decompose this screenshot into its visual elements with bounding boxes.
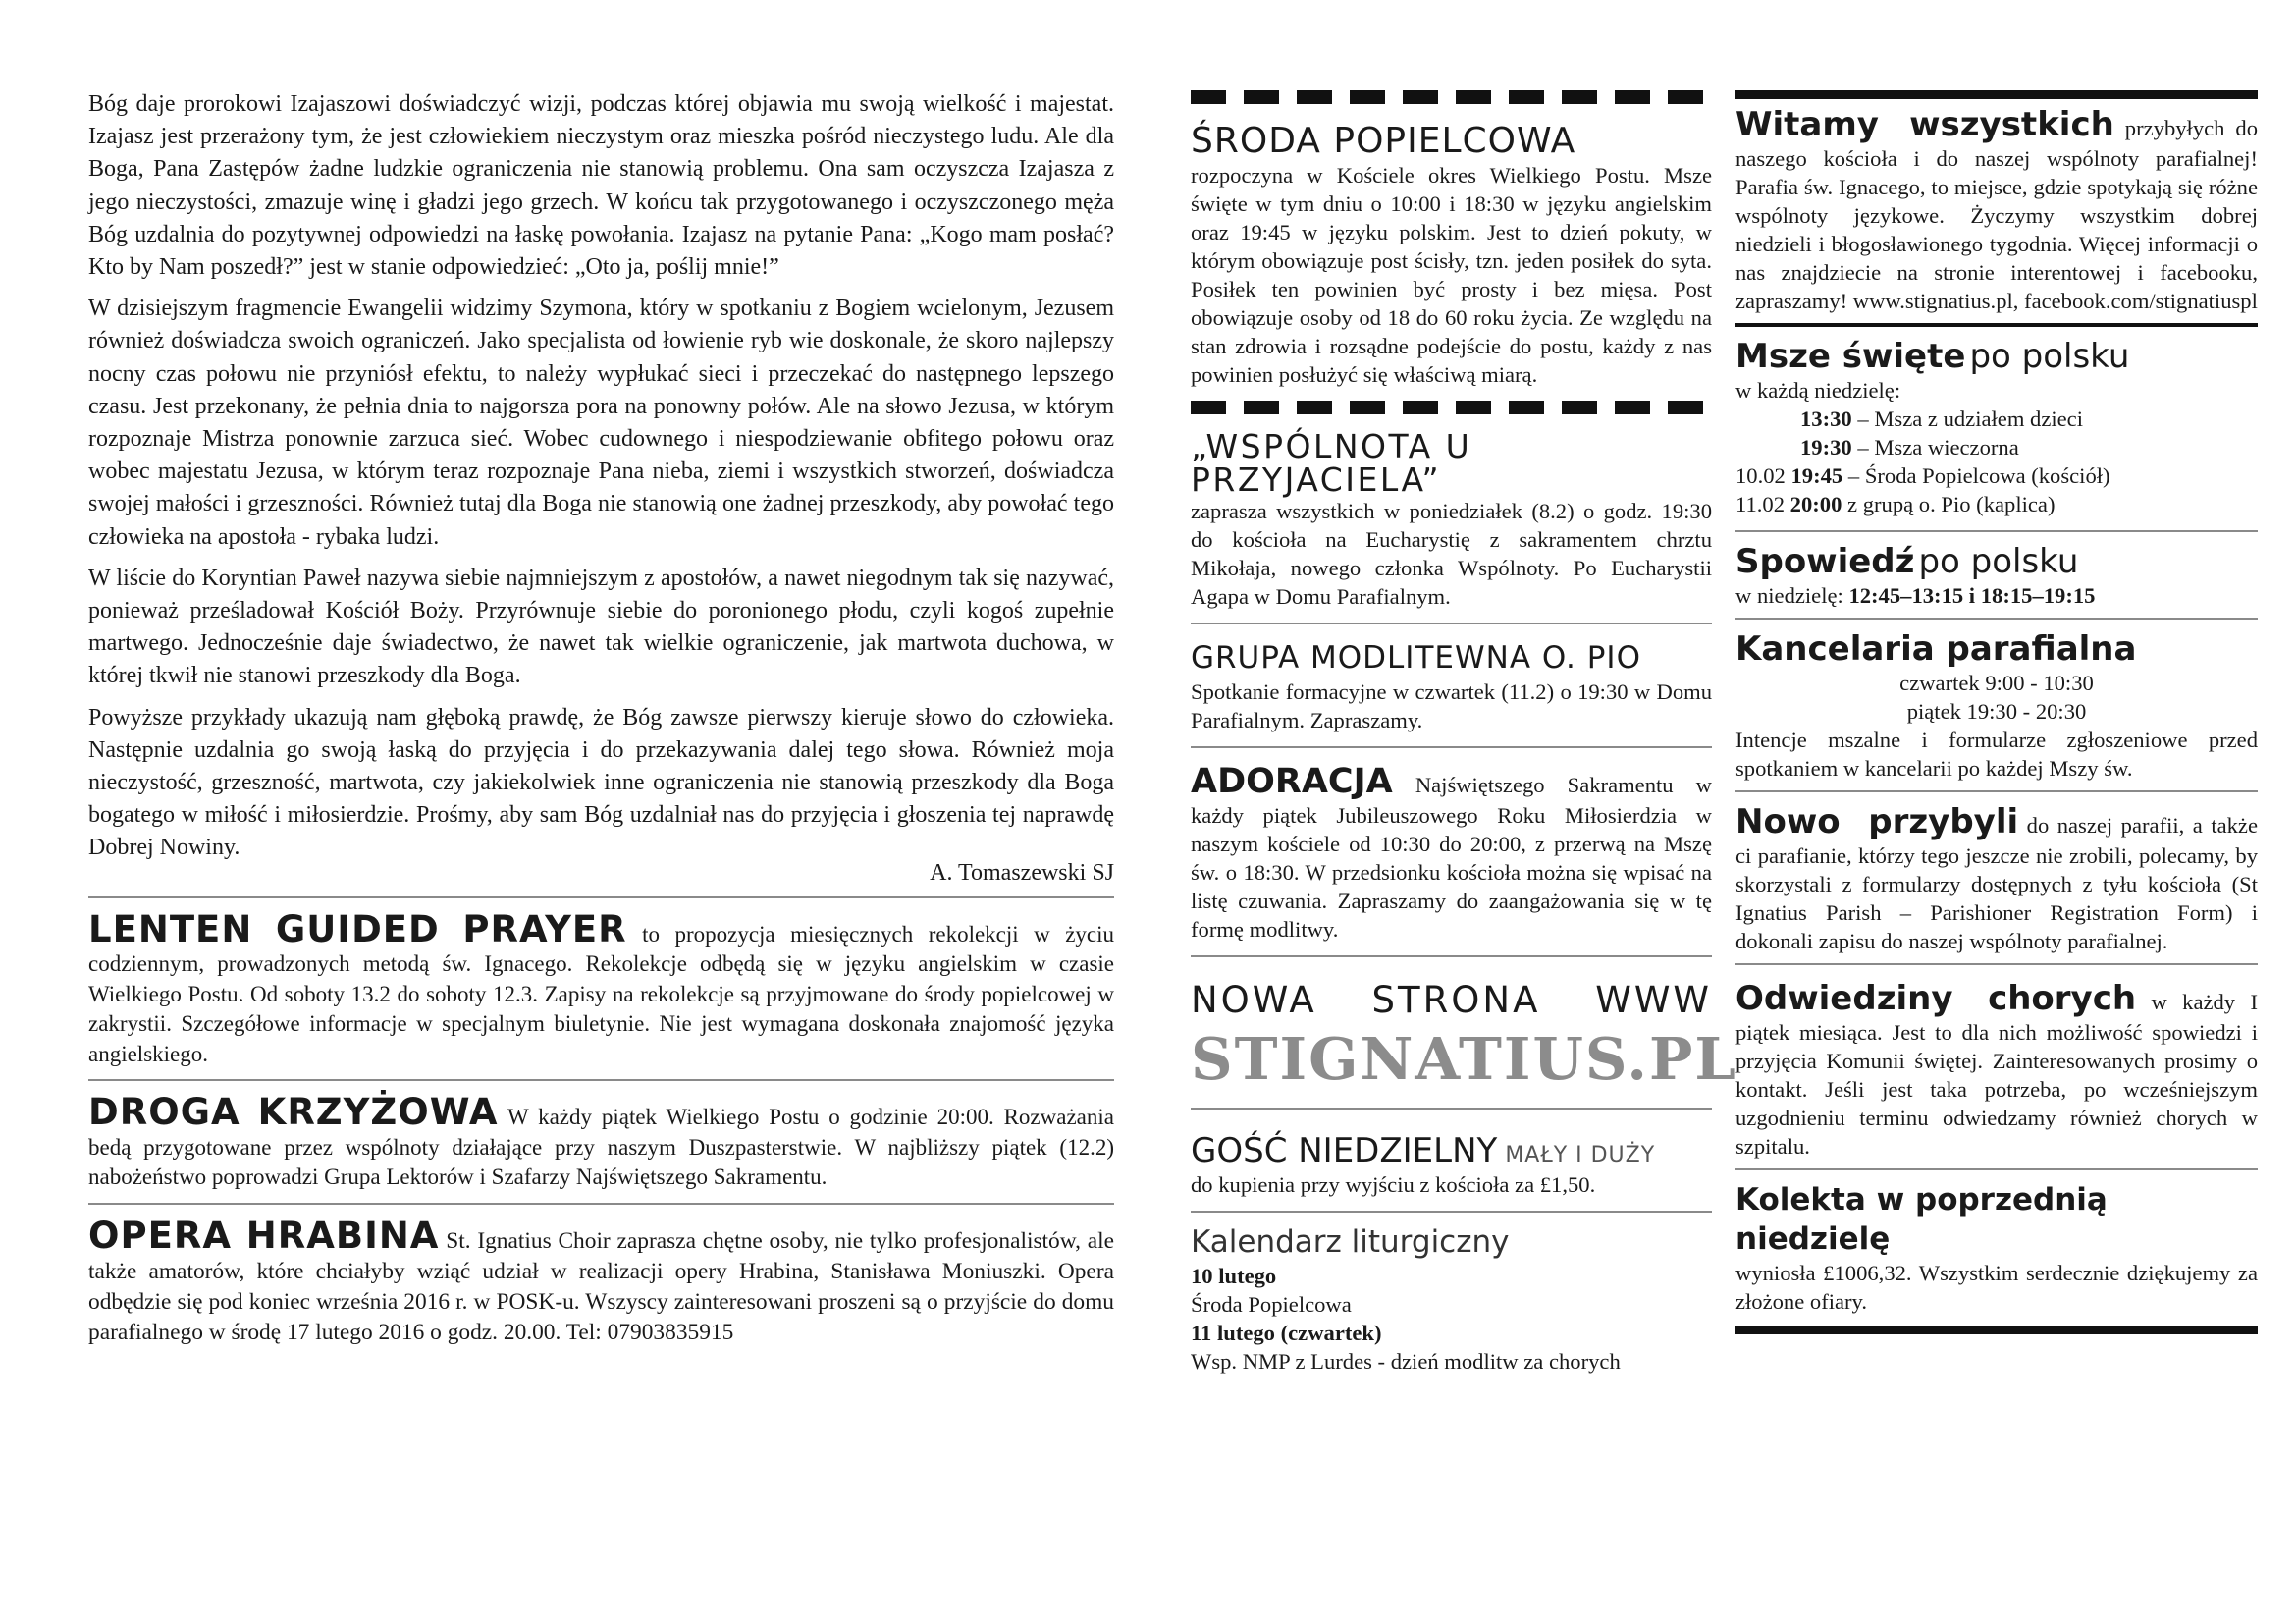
section-text: przybyłych do naszego kościoła i do naszej wspólnoty parafialnej! Parafia św. Ignacego, to miejsce, gdzie spotykają się różne wspólnoty językowe. Życzymy wszystkim dobrej niedzieli i błogosławionego tygodnia. Więcej informacji o nas znajdziecie na stronie interentowej i facebooku, zapraszamy! www.stignatius.pl, facebook.com/stignatiuspl bbox=[1735, 116, 2258, 313]
section-text: Intencje mszalne i formularze zgłoszeniowe przed spotkaniem w kancelarii po każdej Mszy św. bbox=[1735, 728, 2258, 781]
section-text: do kupienia przy wyjściu z kościoła za £1,50. bbox=[1191, 1172, 1596, 1197]
adoration-section bbox=[1191, 748, 1712, 955]
section-text: W każdy piątek Wielkiego Postu o godzinie 20:00. Rozważania bedą przygotowane przez wspólnoty działające przy naszym Duszpasterstwie. W najbliższy piątek (12.2) nabożeństwo poprowadzi Grupa Lektorów i Szafarzy Najświętszego Sakramentu. bbox=[88, 1105, 1114, 1190]
section-title: GOŚĆ NIEDZIELNY bbox=[1191, 1131, 1498, 1170]
calendar-entry: Wsp. NMP z Lurdes - dzień modlitw za chorych bbox=[1191, 1349, 1621, 1374]
section-title-rest: po polsku bbox=[1969, 337, 2130, 376]
parish-office-section bbox=[1735, 620, 2258, 790]
section-title: ADORACJA bbox=[1191, 762, 1393, 801]
polish-masses-section bbox=[1735, 327, 2258, 526]
section-title: GRUPA MODLITEWNA O. PIO bbox=[1191, 640, 1641, 676]
section-title: Nowo przybyli bbox=[1735, 802, 2019, 841]
section-title: DROGA KRZYŻOWA bbox=[88, 1091, 499, 1134]
confession-section bbox=[1735, 532, 2258, 618]
heading-word: STRONA bbox=[1371, 979, 1541, 1021]
article-author: A. Tomaszewski SJ bbox=[930, 859, 1114, 886]
reflection-article bbox=[88, 88, 1114, 887]
section-title: Spowiedź bbox=[1735, 542, 1915, 581]
section-title: Odwiedziny chorych bbox=[1735, 979, 2137, 1018]
way-of-cross-section bbox=[88, 1081, 1114, 1203]
heading-word: NOWA bbox=[1191, 979, 1317, 1021]
calendar-entry: Środa Popielcowa bbox=[1191, 1292, 1352, 1317]
sick-visits-section bbox=[1735, 965, 2258, 1168]
left-column bbox=[88, 88, 1114, 1358]
article-paragraph: Powyższe przykłady ukazują nam głęboką prawdę, że Bóg zawsze pierwszy kieruje słowo do człowieka. Następnie uzdalnia go swoją łaską do przyjęcia i do przekazywania dalej tego słowa. Również moja nieczystość, grzeszność, martwota, czy jakiekolwiek inne ograniczenia nie stanowią przeszkody dla Boga bogatego w miłość i miłosierdzie. Prośmy, aby sam Bóg uzdalniał nas do przyjęcia i głoszenia tej naprawdę Dobrej Nowiny. bbox=[88, 704, 1114, 861]
section-text: Spotkanie formacyjne w czwartek (11.2) o 19:30 w Domu Parafialnym. Zapraszamy. bbox=[1191, 679, 1712, 732]
section-title: Kancelaria parafialna bbox=[1735, 629, 2137, 669]
right-column bbox=[1735, 90, 2258, 1334]
website-domain[interactable]: STIGNATIUS.PL bbox=[1191, 1025, 1737, 1093]
calendar-date: 11 lutego (czwartek) bbox=[1191, 1321, 1382, 1345]
wspolnota-section bbox=[1191, 414, 1712, 623]
middle-column bbox=[1191, 90, 1737, 1387]
section-text: zaprasza wszystkich w poniedziałek (8.2) o godz. 19:30 do kościoła na Eucharystię z sakramentem chrztu Mikołaja, nowego członka Wspólnoty. Po Eucharystii Agapa w Domu Parafialnym. bbox=[1191, 499, 1712, 609]
section-title: Witamy wszystkich bbox=[1735, 105, 2114, 144]
liturgical-calendar-section bbox=[1191, 1213, 1712, 1387]
divider bbox=[1735, 1326, 2258, 1334]
section-text: to propozycja miesięcznych rekolekcji w życiu codziennym, prowadzonych metodą św. Ignacego. Rekolekcje odbędą się w języku angielskim w czasie Wielkiego Postu. Od soboty 13.2 do soboty 12.3. Zapisy na rekolekcje są przyjmowane do środy popielcowej w zakrystii. Szczegółowe informacje w specjalnym biuletynie. Nie jest wymagana doskonała znajomość języka angielskiego. bbox=[88, 921, 1114, 1066]
confession-times: w niedzielę: 12:45–13:15 i 18:15–19:15 bbox=[1735, 583, 2096, 608]
dashed-divider bbox=[1191, 401, 1712, 414]
dashed-divider bbox=[1191, 90, 1712, 104]
article-paragraph: Bóg daje prorokowi Izajaszowi doświadczyć wizji, podczas której objawia mu swoją wielkość i majestat. Izajasz jest przerażony tym, że jest człowiekiem nieczystym oraz mieszka pośród nieczystego ludu. Ale dla Boga, Pana Zastępów żadne ludzkie ograniczenia nie stanowią problemu. Ona sam oczyszcza Izajasza z jego nieczystości, zmazuje winę i gładzi jego grzech. W końcu tak przygotowanego i oczyszczonego męża Bóg uzdalnia do pozytywnej odpowiedzi na łaskę powołania. Izajasz na pytanie Pana: „Kogo mam posłać? Kto by Nam poszedł?” jest w stanie odpowiedzieć: „Oto ja, poślij mnie!” bbox=[88, 91, 1114, 281]
ash-wednesday-section bbox=[1191, 104, 1712, 401]
section-title: ŚRODA POPIELCOWA bbox=[1191, 121, 1576, 161]
section-text: rozpoczyna w Kościele okres Wielkiego Postu. Msze święte w tym dniu o 10:00 i 18:30 w języku angielskim oraz 19:45 w języku polskim. Jest to dzień pokuty, w którym obowiązuje post ścisły, tzn. jeden posiłek do syta. Posiłek ten powinien być prosty i bez mięsa. Post obowiązuje osoby od 18 do 60 roku życia. Ze względu na stan zdrowia i rozsądne podejście do postu, każdy z nas powinien posłużyć się właściwą miarą. bbox=[1191, 163, 1712, 387]
gosc-niedzielny-section bbox=[1191, 1110, 1712, 1211]
schedule-row: 11.02 20:00 z grupą o. Pio (kaplica) bbox=[1735, 492, 2056, 516]
office-hours: piątek 19:30 - 20:30 bbox=[1906, 699, 2087, 724]
schedule-subtitle: w każdą niedzielę: bbox=[1735, 378, 1901, 403]
section-title: LENTEN GUIDED PRAYER bbox=[88, 907, 627, 950]
section-title: Msze święte bbox=[1735, 337, 1966, 376]
pio-prayer-group-section bbox=[1191, 624, 1712, 746]
new-website-section bbox=[1191, 979, 1737, 1108]
section-title: Kalendarz liturgiczny bbox=[1191, 1224, 1510, 1260]
opera-section bbox=[88, 1205, 1114, 1358]
calendar-date: 10 lutego bbox=[1191, 1264, 1277, 1288]
section-text: w każdy I piątek miesiąca. Jest to dla nich możliwość spowiedzi i przyjęcia Komunii świętej. Zainteresowanych prosimy o kontakt. Jeśli jest taka potrzeba, po wcześniejszym uzgodnieniu terminu odwiedzamy również chorych w szpitalu. bbox=[1735, 990, 2258, 1159]
article-paragraph: W dzisiejszym fragmencie Ewangelii widzimy Szymona, który w spotkaniu z Bogiem wcielonym, Jezusem również doświadcza swoich ograniczeń. Jako specjalista od łowienie ryb wie doskonale, że skoro najlepszy nocny czas połowu nie przyniósł efektu, to należy wypłukać sieci i przeczekać do następnego lepszego czasu. Jest przekonany, że pełnia dnia to najgorsza pora na ponowny połów. Ale na słowo Jezusa, w którym rozpoznaje Mistrza ponownie zarzuca sieć. Wobec cudownego i niespodziewanie obfitego połowu oraz wobec majestatu Jezusa, w którym teraz rozpoznaje Pana nieba, ziemi i wszystkich stworzeń, doświadcza swojej małości i grzeszności. Również tutaj dla Boga nie stanowią one żadnej przeszkody, aby powołać tego człowieka na apostoła - rybaka ludzi. bbox=[88, 296, 1114, 550]
section-title: Kolekta w poprzednią niedzielę bbox=[1735, 1182, 2108, 1257]
lenten-prayer-section bbox=[88, 898, 1114, 1080]
welcome-section bbox=[1735, 99, 2258, 323]
section-title: OPERA HRABINA bbox=[88, 1214, 440, 1257]
schedule-row: 10.02 19:45 – Środa Popielcowa (kościół) bbox=[1735, 463, 2110, 488]
divider bbox=[1191, 955, 1712, 957]
schedule-row: 13:30 – Msza z udziałem dzieci bbox=[1800, 406, 2083, 431]
section-title: „WSPÓLNOTA U PRZYJACIELA” bbox=[1191, 427, 1472, 499]
section-title-rest: po polsku bbox=[1918, 542, 2079, 581]
section-text: St. Ignatius Choir zaprasza chętne osoby, nie tylko profesjonalistów, ale także amatorów, które chciałyby wziąć udział w realizacji opery Hrabina, Stanisława Moniuszki. Opera odbędzie się pod koniec września 2016 r. w POSK-u. Wszyscy zainteresowani proszeni są o przyjście do domu parafialnego w środę 17 lutego 2016 o godz. 20.00. Tel: 07903835915 bbox=[88, 1227, 1114, 1345]
schedule-row: 19:30 – Msza wieczorna bbox=[1800, 435, 2019, 460]
divider bbox=[1735, 90, 2258, 99]
newcomers-section bbox=[1735, 792, 2258, 963]
new-website-heading bbox=[1191, 979, 1712, 1021]
section-text: do naszej parafii, a także ci parafianie, którzy tego jeszcze nie zrobili, polecamy, by skorzystali z formularzy dostępnych z tyłu kościoła (St Ignatius Parish – Parishioner Registration Form) i dokonali zapisu do naszej wspólnoty parafialnej. bbox=[1735, 813, 2258, 953]
section-text: wyniosła £1006,32. Wszystkim serdecznie dziękujemy za złożone ofiary. bbox=[1735, 1261, 2258, 1314]
section-subtitle: MAŁY I DUŻY bbox=[1505, 1143, 1656, 1167]
article-paragraph: W liście do Koryntian Paweł nazywa siebie najmniejszym z apostołów, a nawet niegodnym tak się nazywać, ponieważ prześladował Kościół Boży. Przyrównuje siebie do poronionego płodu, czyli kogoś zupełnie martwego. Jednocześnie daje świadectwo, że nawet tak wielkie ograniczenie, jak martwota duchowa, w której tkwił nie stanowi przeszkody dla Boga. bbox=[88, 565, 1114, 689]
section-text: Najświętszego Sakramentu w każdy piątek Jubileuszowego Roku Miłosierdzia w naszym kościele od 10:30 do 20:00, z przerwą na Mszę św. o 18:30. W przedsionku kościoła można się wpisać na listę czuwania. Zapraszamy do zaangażowania się w tę formę modlitwy. bbox=[1191, 773, 1712, 942]
office-hours: czwartek 9:00 - 10:30 bbox=[1899, 671, 2094, 695]
collection-section bbox=[1735, 1170, 2258, 1326]
heading-word: WWW bbox=[1595, 979, 1712, 1021]
